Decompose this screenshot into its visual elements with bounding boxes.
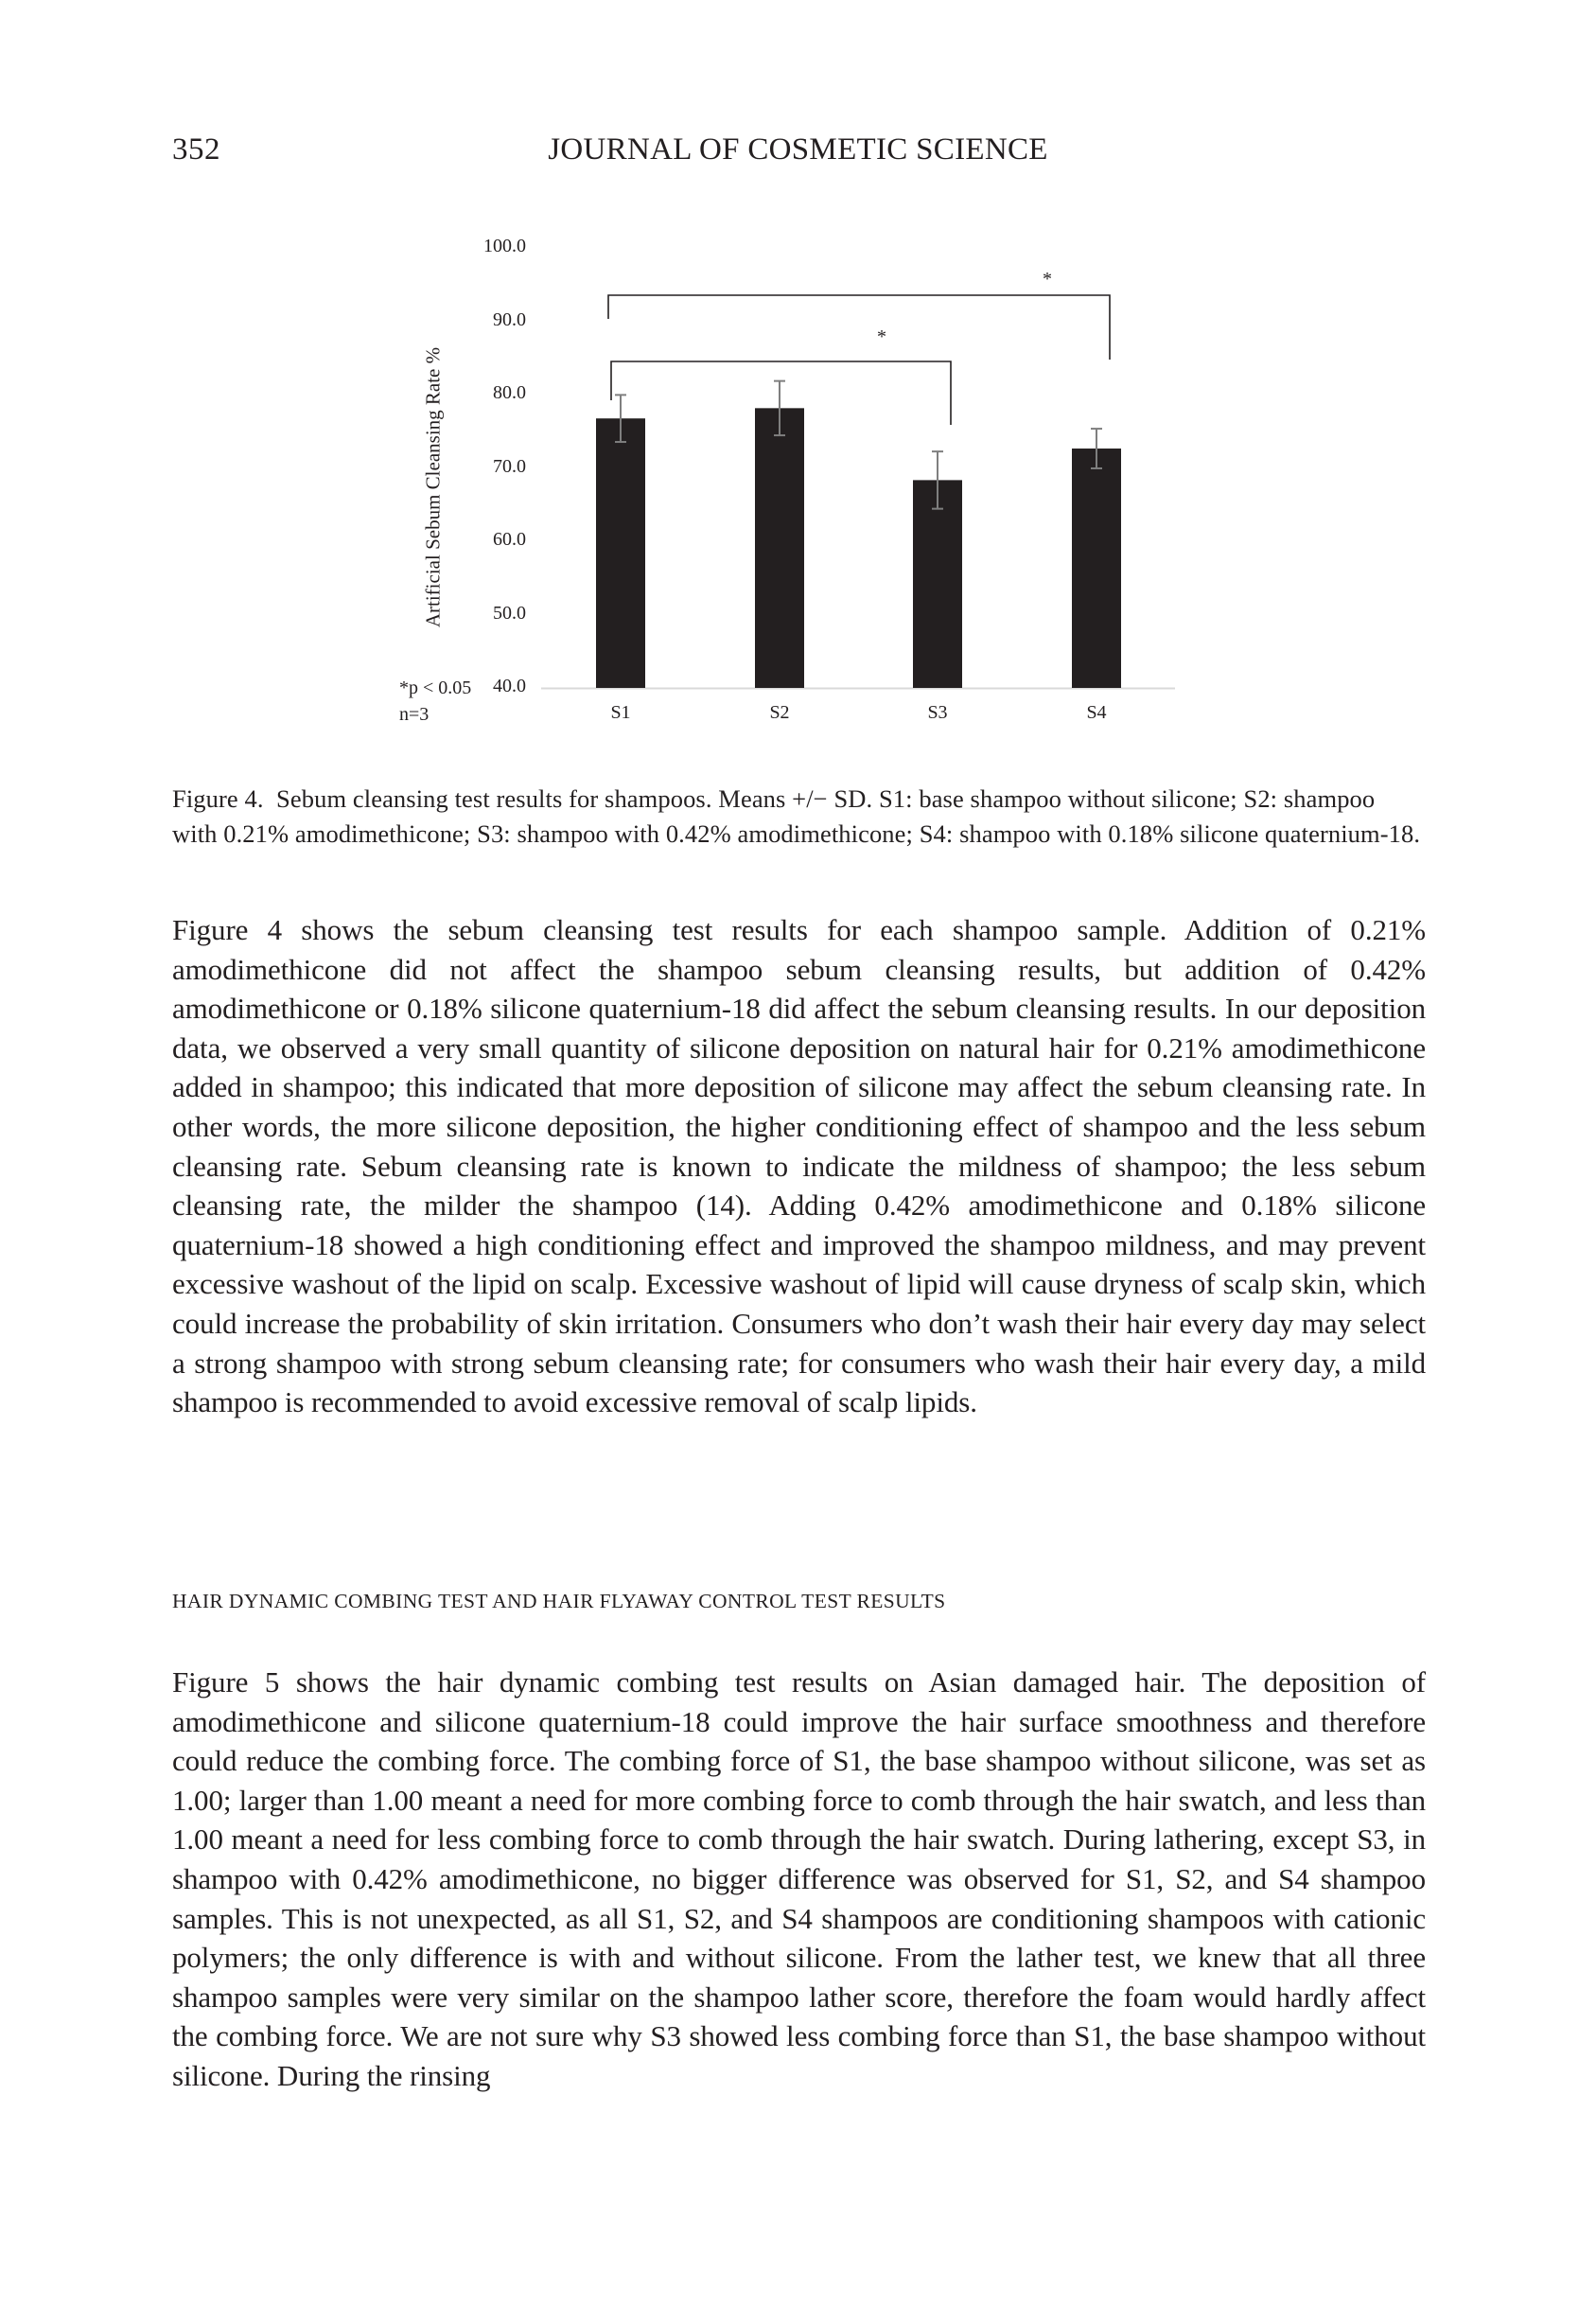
p-value-note: *p < 0.05 <box>399 678 472 698</box>
bar-plot-area <box>0 0 1596 757</box>
y-axis-label: Artificial Sebum Cleansing Rate % <box>421 346 445 628</box>
bar-s1 <box>596 418 645 688</box>
figure-label: Figure 4. <box>172 784 264 813</box>
y-tick-label: 60.0 <box>493 529 526 550</box>
y-tick-label: 50.0 <box>493 603 526 624</box>
bar-s2 <box>755 408 804 688</box>
error-bars <box>615 381 1102 509</box>
x-category-label: S1 <box>610 702 631 723</box>
x-category-label: S4 <box>1086 702 1107 723</box>
y-tick-label: 90.0 <box>493 309 526 330</box>
figure-caption <box>172 782 1426 852</box>
y-tick-label: 100.0 <box>483 236 526 256</box>
journal-title: JOURNAL OF COSMETIC SCIENCE <box>548 132 1048 167</box>
y-tick-label: 80.0 <box>493 382 526 403</box>
page-number: 352 <box>172 132 220 167</box>
sample-size-note: n=3 <box>399 704 430 725</box>
y-tick-label: 40.0 <box>493 676 526 696</box>
significance-bracket-s1-s4 <box>608 295 1110 360</box>
y-tick-label: 70.0 <box>493 456 526 477</box>
body-paragraph-1: Figure 4 shows the sebum cleansing test results for each shampoo sample. Addition of 0.21% amodimethicone did not affect the shampoo sebum cleansing results, but addition of 0.42% amodimethicone or 0.18% silicone quaternium-18 did affect the sebum cleansing results. In our deposition data, we observed a very small quantity of silicone deposition on natural hair for 0.21% amodimethicone added in shampoo; this indicated that more deposition of silicone may affect the sebum cleansing rate. In other words, the more silicone deposition, the higher conditioning effect of shampoo and the less sebum cleansing rate. Sebum cleansing rate is known to indicate the mildness of shampoo; the less sebum cleansing rate, the milder the shampoo (14). Adding 0.42% amodimethicone and 0.18% silicone quaternium-18 showed a high conditioning effect and improved the shampoo mildness, and may prevent excessive washout of the lipid on scalp. Excessive washout of lipid will cause dryness of scalp skin, which could increase the probability of skin irritation. Consumers who don’t wash their hair every day may select a strong shampoo with strong sebum cleansing rate; for consumers who wash their hair every day, a mild shampoo is recommended to avoid excessive removal of scalp lipids. <box>172 913 1426 1419</box>
body-paragraph-2: Figure 5 shows the hair dynamic combing test results on Asian damaged hair. The deposition of amodimethicone and silicone quaternium-18 could improve the hair surface smoothness and therefore could reduce the combing force. The combing force of S1, the base shampoo without silicone, was set as 1.00; larger than 1.00 meant a need for more combing force to comb through the hair swatch, and less than 1.00 meant a need for less combing force to comb through the hair swatch. During lathering, except S3, in shampoo with 0.42% amodimethicone, no bigger difference was observed for S1, S2, and S4 shampoo samples. This is not unexpected, as all S1, S2, and S4 shampoos are conditioning shampoos with cationic polymers; the only difference is with and without silicone. From the lather test, we knew that all three shampoo samples were very similar on the shampoo lather score, therefore the foam would hardly affect the combing force. We are not sure why S3 showed less combing force than S1, the base shampoo without silicone. During the rinsing <box>172 1665 1426 2092</box>
caption-text: Sebum cleansing test results for shampoos. Means +/− SD. S1: base shampoo without silicone; S2: shampoo with 0.21% amodimethicone; S3: shampoo with 0.42% amodimethicone; S4: shampoo with 0.18% silicone quaternium-18. <box>172 784 1421 848</box>
x-category-label: S2 <box>769 702 790 723</box>
significance-asterisk-s1-s3: * <box>877 326 886 347</box>
bar-s3 <box>913 480 962 688</box>
section-heading: HAIR DYNAMIC COMBING TEST AND HAIR FLYAWAY CONTROL TEST RESULTS <box>172 1590 946 1612</box>
x-category-label: S3 <box>927 702 948 723</box>
bars <box>596 408 1121 688</box>
significance-asterisk-s1-s4: * <box>1043 269 1052 290</box>
bar-s4 <box>1072 449 1121 688</box>
figure-4-chart <box>0 0 1596 757</box>
